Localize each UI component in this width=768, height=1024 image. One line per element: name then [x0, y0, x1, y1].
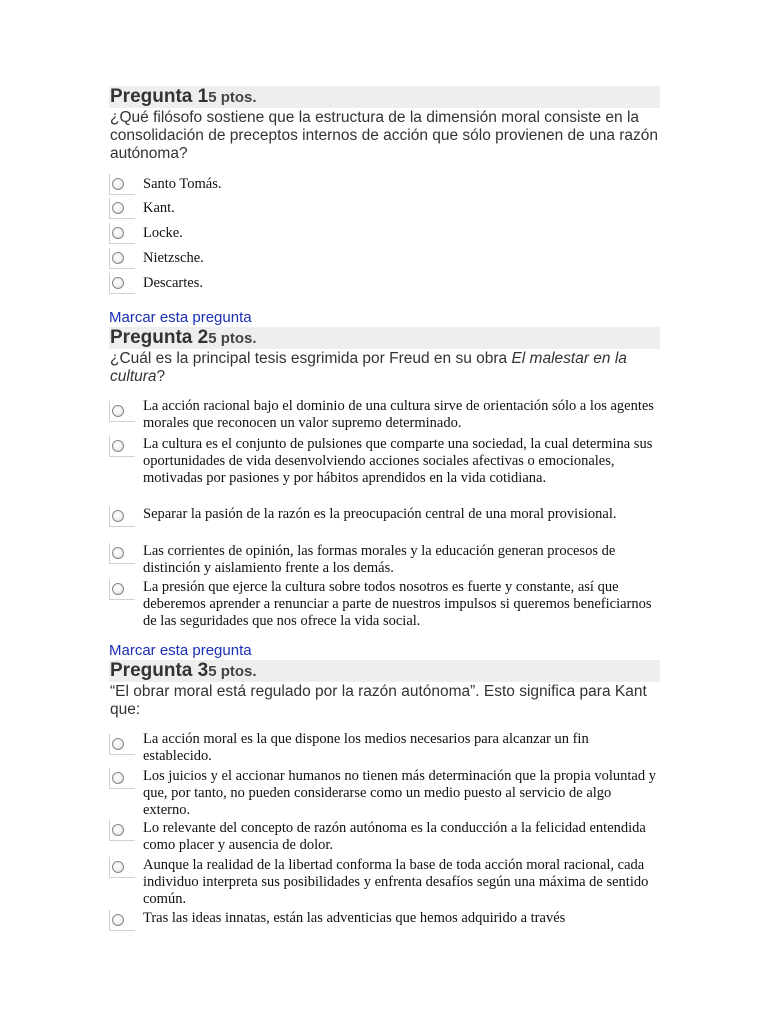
radio-button[interactable]	[109, 223, 135, 244]
radio-button[interactable]	[109, 248, 135, 269]
question-number: 1	[197, 86, 209, 107]
question-number: 2	[197, 327, 209, 348]
radio-button[interactable]	[109, 734, 135, 755]
question-header	[109, 327, 660, 349]
option[interactable]	[109, 768, 660, 820]
question-2	[109, 327, 660, 633]
question-3	[109, 660, 660, 934]
option[interactable]	[109, 820, 660, 857]
option[interactable]	[109, 857, 660, 910]
option-text: Locke.	[143, 225, 183, 241]
option[interactable]	[109, 731, 660, 768]
option-text: Separar la pasión de la razón es la preocupación central de una moral provisional.	[143, 506, 617, 522]
option[interactable]	[109, 436, 660, 506]
question-text: ¿Qué filósofo sostiene que la estructura de la dimensión moral consiste en la consolidación de preceptos internos de acción que sólo provienen de una razón autónoma?	[110, 109, 659, 162]
option[interactable]	[109, 248, 660, 273]
radio-button[interactable]	[109, 910, 135, 931]
question-points: 5 ptos.	[208, 330, 257, 347]
option-text: Santo Tomás.	[143, 176, 222, 192]
option[interactable]	[109, 273, 660, 298]
option-text: Las corrientes de opinión, las formas morales y la educación generan procesos de distinción y aislamiento frente a los demás.	[143, 543, 616, 576]
options-list	[109, 398, 660, 633]
question-number: 3	[197, 660, 209, 681]
option-text: Los juicios y el accionar humanos no tienen más determinación que la propia voluntad y que, por tanto, no pueden considerarse como un medio puesto al servicio de algo externo.	[143, 768, 656, 818]
option-text: Tras las ideas innatas, están las adventicias que hemos adquirido a través	[143, 910, 566, 926]
question-label: Pregunta	[110, 86, 198, 107]
radio-button[interactable]	[109, 506, 135, 527]
option-text: Lo relevante del concepto de razón autónoma es la conducción a la felicidad entendida como placer y ausencia de dolor.	[143, 820, 646, 853]
question-text: “El obrar moral está regulado por la razón autónoma”. Esto significa para Kant que:	[110, 683, 647, 718]
radio-button[interactable]	[109, 820, 135, 841]
option-text: Nietzsche.	[143, 250, 204, 266]
option-text: La cultura es el conjunto de pulsiones que comparte una sociedad, la cual determina sus oportunidades de vida desenvolviendo acciones sociales afectivas o emocionales, motivadas por pasiones y por hábitos aprendidos en la vida cotidiana.	[143, 436, 653, 486]
mark-question-link[interactable]: Marcar esta pregunta	[109, 642, 252, 659]
radio-button[interactable]	[109, 401, 135, 422]
mark-question-link[interactable]: Marcar esta pregunta	[109, 309, 252, 326]
option-text: Kant.	[143, 200, 175, 216]
question-header	[109, 660, 660, 682]
question-points: 5 ptos.	[208, 663, 257, 680]
radio-button[interactable]	[109, 543, 135, 564]
option[interactable]	[109, 506, 660, 543]
radio-button[interactable]	[109, 174, 135, 195]
option-text: La acción racional bajo el dominio de una cultura sirve de orientación sólo a los agentes morales que reconocen un valor supremo determinado.	[143, 398, 654, 431]
option[interactable]	[109, 223, 660, 248]
question-text	[109, 350, 660, 386]
option[interactable]	[109, 398, 660, 436]
option[interactable]	[109, 543, 660, 579]
radio-button[interactable]	[109, 768, 135, 789]
question-1	[109, 86, 660, 298]
question-points: 5 ptos.	[208, 89, 257, 106]
options-list	[109, 731, 660, 934]
option[interactable]	[109, 579, 660, 633]
question-label: Pregunta	[110, 327, 198, 348]
book-title: El malestar en la cultura	[110, 350, 627, 385]
option-text: Aunque la realidad de la libertad conforma la base de toda acción moral racional, cada individuo interpreta sus posibilidades y enfrenta desafíos según una máxima de sentido común.	[143, 857, 649, 907]
radio-button[interactable]	[109, 198, 135, 219]
option[interactable]	[109, 910, 660, 934]
option[interactable]	[109, 174, 660, 198]
option-text: La presión que ejerce la cultura sobre todos nosotros es fuerte y constante, así que deberemos aprender a renunciar a parte de nuestros impulsos si queremos beneficiarnos de las seguridades que nos ofrece la vida social.	[143, 579, 652, 629]
option-text: La acción moral es la que dispone los medios necesarios para alcanzar un fin establecido.	[143, 731, 589, 764]
radio-button[interactable]	[109, 436, 135, 457]
radio-button[interactable]	[109, 579, 135, 600]
radio-button[interactable]	[109, 857, 135, 878]
question-text-end: ?	[156, 368, 166, 385]
question-label: Pregunta	[110, 660, 198, 681]
options-list	[109, 174, 660, 298]
option-text: Descartes.	[143, 275, 203, 291]
question-text-start: ¿Cuál es la principal tesis esgrimida por Freud en su obra	[110, 350, 512, 367]
question-header	[109, 86, 660, 108]
radio-button[interactable]	[109, 273, 135, 294]
option[interactable]	[109, 198, 660, 223]
